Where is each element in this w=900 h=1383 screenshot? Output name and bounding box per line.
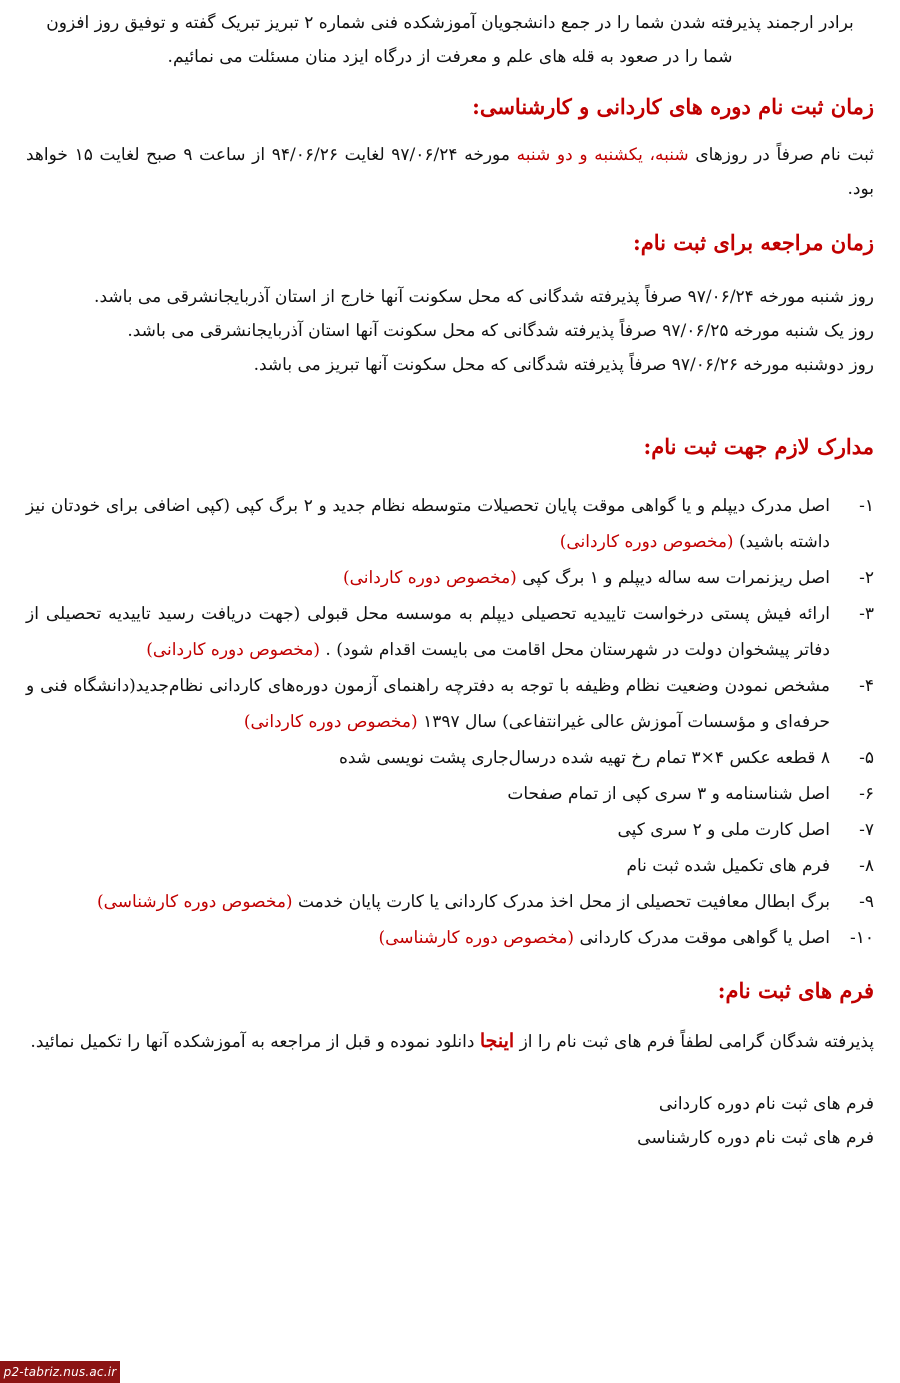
visit-time-heading: زمان مراجعه برای ثبت نام: — [633, 230, 874, 255]
forms-links — [26, 1087, 874, 1155]
list-item — [26, 668, 874, 740]
download-forms-link[interactable]: اینجا — [479, 1030, 515, 1052]
list-item — [26, 740, 874, 776]
forms-text — [26, 1024, 874, 1059]
forms-text-after: دانلود نموده و قبل از مراجعه به آموزشکده آنها را تکمیل نمائید. — [30, 1032, 480, 1052]
item-text: برگ ابطال معافیت تحصیلی از محل اخذ مدرک کاردانی یا کارت پایان خدمت — [292, 892, 830, 912]
forms-text-before: پذیرفته شدگان گرامی لطفاً فرم های ثبت نام را از — [514, 1032, 874, 1052]
list-item — [26, 488, 874, 560]
item-text: اصل ریزنمرات سه ساله دیپلم و ۱ برگ کپی — [516, 568, 830, 588]
item-number: ۱- — [859, 496, 874, 516]
item-note: (مخصوص دوره کاردانی) — [146, 640, 321, 660]
item-number: ۴- — [859, 676, 874, 696]
list-item — [26, 884, 874, 920]
visit-time-list — [26, 280, 874, 382]
item-note: (مخصوص دوره کاردانی) — [559, 532, 734, 552]
bachelor-forms-link[interactable]: فرم های ثبت نام دوره کارشناسی — [637, 1128, 874, 1148]
item-number: ۵- — [859, 748, 874, 768]
item-text: اصل شناسنامه و ۳ سری کپی از تمام صفحات — [507, 784, 830, 804]
associate-forms-link[interactable]: فرم های ثبت نام دوره کاردانی — [658, 1094, 874, 1114]
visit-time-line: روز یک شنبه مورخه ۹۷/۰۶/۲۵ صرفاً پذیرفته شدگانی که محل سکونت آنها استان آذربایجانشرقی می باشد. — [127, 321, 874, 341]
list-item — [26, 848, 874, 884]
item-number: ۹- — [859, 892, 874, 912]
list-item — [26, 812, 874, 848]
item-number: ۲- — [859, 568, 874, 588]
documents-list — [26, 488, 874, 956]
item-number: ۷- — [859, 820, 874, 840]
item-note: (مخصوص دوره کارشناسی) — [378, 928, 575, 948]
forms-heading: فرم های ثبت نام: — [717, 978, 874, 1003]
intro-line-1: برادر ارجمند پذیرفته شدن شما را در جمع دانشجویان آموزشکده فنی شماره ۲ تبریز تبریک گفته و توفیق روز افزون — [46, 13, 854, 33]
item-text: ۸ قطعه عکس ۴×۳ تمام رخ تهیه شده درسال‌جاری پشت نویسی شده — [338, 748, 830, 768]
item-note: (مخصوص دوره کاردانی) — [243, 712, 418, 732]
list-item — [26, 920, 874, 956]
intro-paragraph — [26, 6, 874, 74]
site-watermark: p2-tabriz.nus.ac.ir — [0, 1361, 120, 1383]
item-note: (مخصوص دوره کارشناسی) — [96, 892, 293, 912]
item-text: مشخص نمودن وضعیت نظام وظیفه با توجه به دفترچه راهنمای آزمون دوره‌های کاردانی نظام‌جدید(دانشگاه فنی و حرفه‌ای و مؤسسات آموزش عالی غیرانتفاعی) سال ۱۳۹۷ — [26, 676, 830, 732]
item-text: ارائه فیش پستی درخواست تاییدیه تحصیلی دیپلم به موسسه محل قبولی (جهت دریافت رسید تاییدیه تحصیلی از دفاتر پیشخوان دولت در شهرستان محل اقامت می بایست اقدام شود) . — [26, 604, 830, 660]
item-number: ۳- — [859, 604, 874, 624]
item-text: اصل کارت ملی و ۲ سری کپی — [617, 820, 830, 840]
documents-heading: مدارک لازم جهت ثبت نام: — [643, 434, 874, 459]
list-item — [26, 560, 874, 596]
item-number: ۱۰- — [849, 928, 874, 948]
item-note: (مخصوص دوره کاردانی) — [343, 568, 517, 588]
item-text: اصل مدرک دیپلم و یا گواهی موقت پایان تحصیلات متوسطه نظام جدید و ۲ برگ کپی (کپی اضافی برای خودتان نیز داشته باشید) — [26, 496, 830, 552]
item-text: اصل یا گواهی موقت مدرک کاردانی — [574, 928, 830, 948]
list-item — [26, 596, 874, 668]
item-number: ۶- — [859, 784, 874, 804]
visit-time-line: روز دوشنبه مورخه ۹۷/۰۶/۲۶ صرفاً پذیرفته شدگانی که محل سکونت آنها تبریز می باشد. — [253, 355, 874, 375]
intro-line-2: شما را در صعود به قله های علم و معرفت از درگاه ایزد منان مسئلت می نمائیم. — [167, 47, 733, 67]
registration-time-text — [26, 138, 874, 206]
visit-time-line: روز شنبه مورخه ۹۷/۰۶/۲۴ صرفاً پذیرفته شدگانی که محل سکونت آنها خارج از استان آذربایجانشرقی می باشد. — [94, 287, 874, 307]
registration-time-heading: زمان ثبت نام دوره های کاردانی و کارشناسی: — [472, 94, 874, 119]
registration-time-text-after: مورخه ۹۷/۰۶/۲۴ لغایت ۹۴/۰۶/۲۶ از ساعت ۹ صبح لغایت ۱۵ خواهد بود. — [26, 145, 874, 199]
item-number: ۸- — [859, 856, 874, 876]
list-item — [26, 776, 874, 812]
registration-days: شنبه، یکشنبه و دو شنبه — [516, 145, 689, 165]
registration-time-text-before: ثبت نام صرفاً در روزهای — [688, 145, 874, 165]
item-text: فرم های تکمیل شده ثبت نام — [626, 856, 830, 876]
